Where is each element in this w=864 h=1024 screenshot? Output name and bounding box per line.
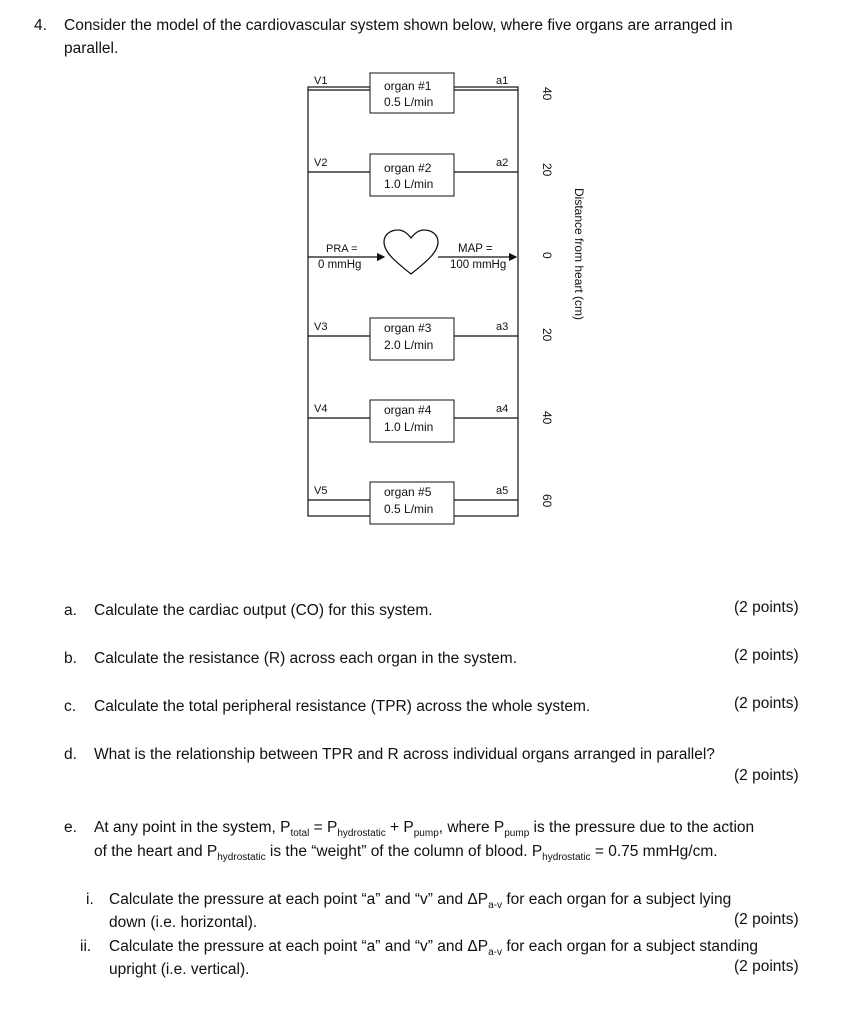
part-d-text: What is the relationship between TPR and R across individual organs arranged in parallel?: [94, 746, 715, 763]
part-eii-line2: upright (i.e. vertical).: [109, 961, 250, 978]
distance-axis-label: Distance from heart (cm): [572, 188, 586, 321]
organ-name: organ #2: [384, 161, 432, 175]
a-label: a5: [496, 485, 509, 497]
a-label: a2: [496, 157, 509, 169]
part-eii-line1: Calculate the pressure at each point “a” and “v” and $\Delta P_{a-v}$ for each organ for a subject standing: [109, 938, 758, 959]
part-a-text: Calculate the cardiac output (CO) for this system.: [94, 602, 433, 619]
map-value: 100 mmHg: [450, 259, 507, 271]
distance-tick: 40: [540, 87, 554, 101]
part-a-points: (2 points): [734, 599, 799, 616]
organ-row-3: [308, 318, 518, 360]
part-a-letter: a.: [64, 602, 77, 619]
organ-row-1: [308, 73, 518, 113]
part-d-points: (2 points): [734, 767, 799, 784]
v-label: V5: [314, 485, 328, 497]
part-d-letter: d.: [64, 746, 77, 763]
part-b-letter: b.: [64, 650, 77, 667]
part-c-points: (2 points): [734, 695, 799, 712]
part-ei-line1: Calculate the pressure at each point “a” and “v” and $\Delta P_{a-v}$ for each organ for a subject lying: [109, 891, 732, 912]
organ-flow: 0.5 L/min: [384, 95, 434, 109]
distance-tick: 60: [540, 494, 554, 508]
heart-icon: [384, 230, 438, 274]
part-b-text: Calculate the resistance (R) across each organ in the system.: [94, 650, 517, 667]
part-e-letter: e.: [64, 819, 77, 836]
v-label: V2: [314, 157, 328, 169]
distance-tick: 0: [540, 252, 554, 259]
part-b-points: (2 points): [734, 647, 799, 664]
part-eii-points: (2 points): [734, 958, 799, 975]
organ-flow: 1.0 L/min: [384, 420, 434, 434]
organ-flow: 1.0 L/min: [384, 177, 434, 191]
part-c-text: Calculate the total peripheral resistance (TPR) across the whole system.: [94, 698, 591, 715]
v-label: V4: [314, 403, 328, 415]
organ-row-2: [308, 154, 518, 196]
heart-row: [308, 230, 516, 274]
distance-tick: 20: [540, 328, 554, 342]
organ-name: organ #4: [384, 403, 432, 417]
part-e-line2: of the heart and $P_{hydrostatic}$ is the “weight” of the column of blood. $P_{hydrostatic} = 0.75$ mmHg/cm.: [94, 843, 718, 864]
question-text-line1: Consider the model of the cardiovascular system shown below, where five organs are arranged in: [64, 17, 733, 34]
organ-name: organ #1: [384, 79, 432, 93]
part-eii-numeral: ii.: [80, 938, 92, 955]
distance-tick: 40: [540, 411, 554, 425]
pra-label: PRA =: [326, 243, 358, 255]
part-c-letter: c.: [64, 698, 77, 715]
a-label: a1: [496, 75, 509, 87]
a-label: a3: [496, 321, 509, 333]
pra-value: 0 mmHg: [318, 259, 362, 271]
distance-tick: 20: [540, 163, 554, 177]
organ-name: organ #3: [384, 321, 432, 335]
part-e-line1: At any point in the system, $P_{total} = P_{hydrostatic} + P_{pump}$, where $P_{pump}$ is the pressure due to the action: [94, 819, 755, 840]
organ-flow: 2.0 L/min: [384, 338, 434, 352]
circuit-frame: [308, 87, 518, 516]
organ-flow: 0.5 L/min: [384, 502, 434, 516]
part-ei-line2: down (i.e. horizontal).: [109, 914, 258, 931]
part-ei-points: (2 points): [734, 911, 799, 928]
v-label: V3: [314, 321, 328, 333]
question-text-line2: parallel.: [64, 40, 119, 57]
map-label: MAP =: [458, 243, 493, 255]
v-label: V1: [314, 75, 328, 87]
organ-row-4: [308, 400, 518, 442]
a-label: a4: [496, 403, 509, 415]
question-number: 4.: [34, 17, 47, 34]
organ-row-5: [308, 482, 518, 524]
organ-name: organ #5: [384, 485, 432, 499]
part-ei-numeral: i.: [86, 891, 94, 908]
